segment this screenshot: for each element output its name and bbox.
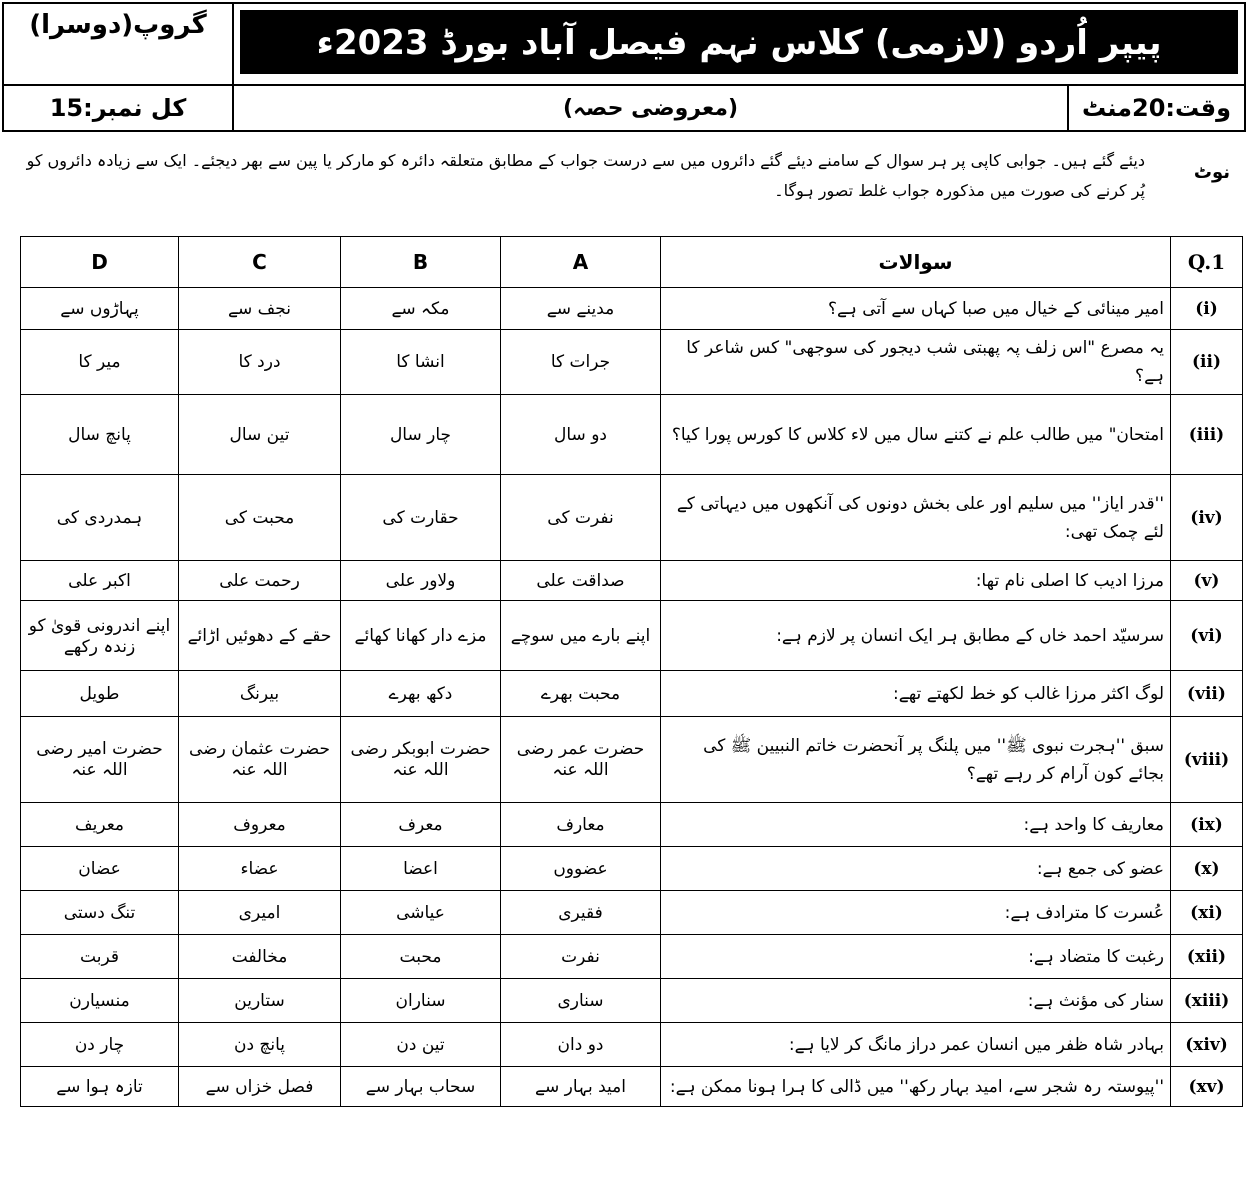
question-number: (vi): [1171, 601, 1243, 671]
question-number: (i): [1171, 288, 1243, 330]
option-d: اپنے اندرونی قویٰ کو زندہ رکھے: [21, 601, 179, 671]
question-number: (ix): [1171, 803, 1243, 847]
option-a: امید بہار سے: [501, 1067, 661, 1107]
option-b: حضرت ابوبکر رضی اللہ عنہ: [341, 717, 501, 803]
option-c: رحمت علی: [179, 561, 341, 601]
option-c: معروف: [179, 803, 341, 847]
option-d: تنگ دستی: [21, 891, 179, 935]
question-number: (xi): [1171, 891, 1243, 935]
option-a: دو سال: [501, 395, 661, 475]
question-number: (viii): [1171, 717, 1243, 803]
option-c: بیرنگ: [179, 671, 341, 717]
header-option-a: A: [501, 237, 661, 288]
instructions-note: [20, 146, 1240, 206]
question-text: عضو کی جمع ہے:: [661, 847, 1171, 891]
group-label: گروپ(دوسرا): [4, 4, 234, 84]
option-c: حقے کے دھوئیں اڑائے: [179, 601, 341, 671]
option-c: محبت کی: [179, 475, 341, 561]
option-a: اپنے بارے میں سوچے: [501, 601, 661, 671]
table-row: [21, 717, 1243, 803]
option-d: عضان: [21, 847, 179, 891]
table-row: [21, 561, 1243, 601]
question-number: (x): [1171, 847, 1243, 891]
option-c: امیری: [179, 891, 341, 935]
question-text: سنار کی مؤنث ہے:: [661, 979, 1171, 1023]
table-row: [21, 395, 1243, 475]
option-b: تین دن: [341, 1023, 501, 1067]
option-d: طویل: [21, 671, 179, 717]
question-number: (vii): [1171, 671, 1243, 717]
header-questions: سوالات: [661, 237, 1171, 288]
question-number: (v): [1171, 561, 1243, 601]
question-text: امیر مینائی کے خیال میں صبا کہاں سے آتی ہے؟: [661, 288, 1171, 330]
question-text: معاریف کا واحد ہے:: [661, 803, 1171, 847]
option-c: درد کا: [179, 330, 341, 395]
option-d: حضرت امیر رضی اللہ عنہ: [21, 717, 179, 803]
table-row: [21, 1067, 1243, 1107]
option-b: مزے دار کھانا کھائے: [341, 601, 501, 671]
header-bottom-row: [4, 86, 1244, 130]
table-row: [21, 288, 1243, 330]
question-text: بہادر شاہ ظفر میں انسان عمر دراز مانگ کر لایا ہے:: [661, 1023, 1171, 1067]
table-row: [21, 601, 1243, 671]
option-b: سناران: [341, 979, 501, 1023]
header-option-c: C: [179, 237, 341, 288]
option-c: فصل خزاں سے: [179, 1067, 341, 1107]
question-number: (ii): [1171, 330, 1243, 395]
option-c: تین سال: [179, 395, 341, 475]
option-b: دکھ بھرے: [341, 671, 501, 717]
header-question-number: Q.1: [1171, 237, 1243, 288]
option-b: محبت: [341, 935, 501, 979]
note-text: دیئے گئے ہیں۔ جوابی کاپی پر ہر سوال کے سامنے دیئے گئے دائروں میں سے درست جواب کے مطابق متعلقہ دائرہ کو مارکر یا پین سے بھر دیجئے۔ ایک سے زیادہ دائروں کو پُر کرنے کی صورت میں مذکورہ جواب غلط تصور ہوگا۔: [26, 151, 1145, 200]
option-a: حضرت عمر رضی اللہ عنہ: [501, 717, 661, 803]
table-row: [21, 671, 1243, 717]
option-a: عضووں: [501, 847, 661, 891]
table-row: [21, 847, 1243, 891]
header-option-b: B: [341, 237, 501, 288]
question-text: ''قدر ایاز'' میں سلیم اور علی بخش دونوں کی آنکھوں میں دیہاتی کے لئے چمک تھی:: [661, 475, 1171, 561]
option-a: نفرت: [501, 935, 661, 979]
question-number: (iv): [1171, 475, 1243, 561]
option-d: چار دن: [21, 1023, 179, 1067]
option-b: حقارت کی: [341, 475, 501, 561]
option-d: پانچ سال: [21, 395, 179, 475]
paper-title: پیپر اُردو (لازمی) کلاس نہم فیصل آباد بورڈ 2023ء: [240, 10, 1238, 74]
option-b: انشا کا: [341, 330, 501, 395]
question-number: (iii): [1171, 395, 1243, 475]
table-row: [21, 935, 1243, 979]
option-a: مدینے سے: [501, 288, 661, 330]
option-d: میر کا: [21, 330, 179, 395]
option-d: منسیارن: [21, 979, 179, 1023]
table-body: [21, 288, 1243, 1107]
question-text: سرسیّد احمد خاں کے مطابق ہر ایک انسان پر لازم ہے:: [661, 601, 1171, 671]
option-d: ہمدردی کی: [21, 475, 179, 561]
option-b: اعضا: [341, 847, 501, 891]
question-text: رغبت کا متضاد ہے:: [661, 935, 1171, 979]
table-row: [21, 891, 1243, 935]
questions-table: [20, 236, 1243, 1107]
option-d: پہاڑوں سے: [21, 288, 179, 330]
table-row: [21, 979, 1243, 1023]
option-a: صداقت علی: [501, 561, 661, 601]
option-a: محبت بھرے: [501, 671, 661, 717]
section-label: (معروضی حصہ): [562, 95, 739, 121]
option-a: جرات کا: [501, 330, 661, 395]
title-cell: [234, 4, 1244, 84]
option-c: ستارین: [179, 979, 341, 1023]
option-c: نجف سے: [179, 288, 341, 330]
table-row: [21, 475, 1243, 561]
question-text: یہ مصرع "اس زلف پہ پھبتی شب دیجور کی سوجھی" کس شاعر کا ہے؟: [661, 330, 1171, 395]
total-marks: کل نمبر:15: [4, 86, 234, 130]
question-text: عُسرت کا مترادف ہے:: [661, 891, 1171, 935]
option-a: فقیری: [501, 891, 661, 935]
question-text: لوگ اکثر مرزا غالب کو خط لکھتے تھے:: [661, 671, 1171, 717]
note-label: نوٹ: [1193, 162, 1230, 183]
option-c: پانچ دن: [179, 1023, 341, 1067]
option-a: معارف: [501, 803, 661, 847]
table-header-row: [21, 237, 1243, 288]
question-text: مرزا ادیب کا اصلی نام تھا:: [661, 561, 1171, 601]
option-a: سناری: [501, 979, 661, 1023]
question-text: امتحان" میں طالب علم نے کتنے سال میں لاء کلاس کا کورس پورا کیا؟: [661, 395, 1171, 475]
question-text: ''پیوستہ رہ شجر سے، امید بہار رکھ'' میں ڈالی کا ہرا ہونا ممکن ہے:: [661, 1067, 1171, 1107]
question-number: (xii): [1171, 935, 1243, 979]
table-row: [21, 1023, 1243, 1067]
paper-header: [2, 2, 1246, 132]
option-a: نفرت کی: [501, 475, 661, 561]
question-number: (xv): [1171, 1067, 1243, 1107]
option-d: اکبر علی: [21, 561, 179, 601]
question-number: (xiv): [1171, 1023, 1243, 1067]
option-d: معریف: [21, 803, 179, 847]
header-top-row: [4, 4, 1244, 86]
question-text: سبق ''ہجرت نبوی ﷺ'' میں پلنگ پر آنحضرت خاتم النبیین ﷺ کی بجائے کون آرام کر رہے تھے؟: [661, 717, 1171, 803]
option-b: عیاشی: [341, 891, 501, 935]
option-b: مکہ سے: [341, 288, 501, 330]
option-c: حضرت عثمان رضی اللہ عنہ: [179, 717, 341, 803]
option-b: سحاب بہار سے: [341, 1067, 501, 1107]
option-c: مخالفت: [179, 935, 341, 979]
option-a: دو دان: [501, 1023, 661, 1067]
option-b: چار سال: [341, 395, 501, 475]
option-d: قربت: [21, 935, 179, 979]
option-b: معرف: [341, 803, 501, 847]
time-allowed: وقت:20منٹ: [1067, 86, 1244, 130]
option-d: تازہ ہوا سے: [21, 1067, 179, 1107]
header-option-d: D: [21, 237, 179, 288]
question-number: (xiii): [1171, 979, 1243, 1023]
option-b: ولاور علی: [341, 561, 501, 601]
table-row: [21, 330, 1243, 395]
table-row: [21, 803, 1243, 847]
option-c: عضاء: [179, 847, 341, 891]
